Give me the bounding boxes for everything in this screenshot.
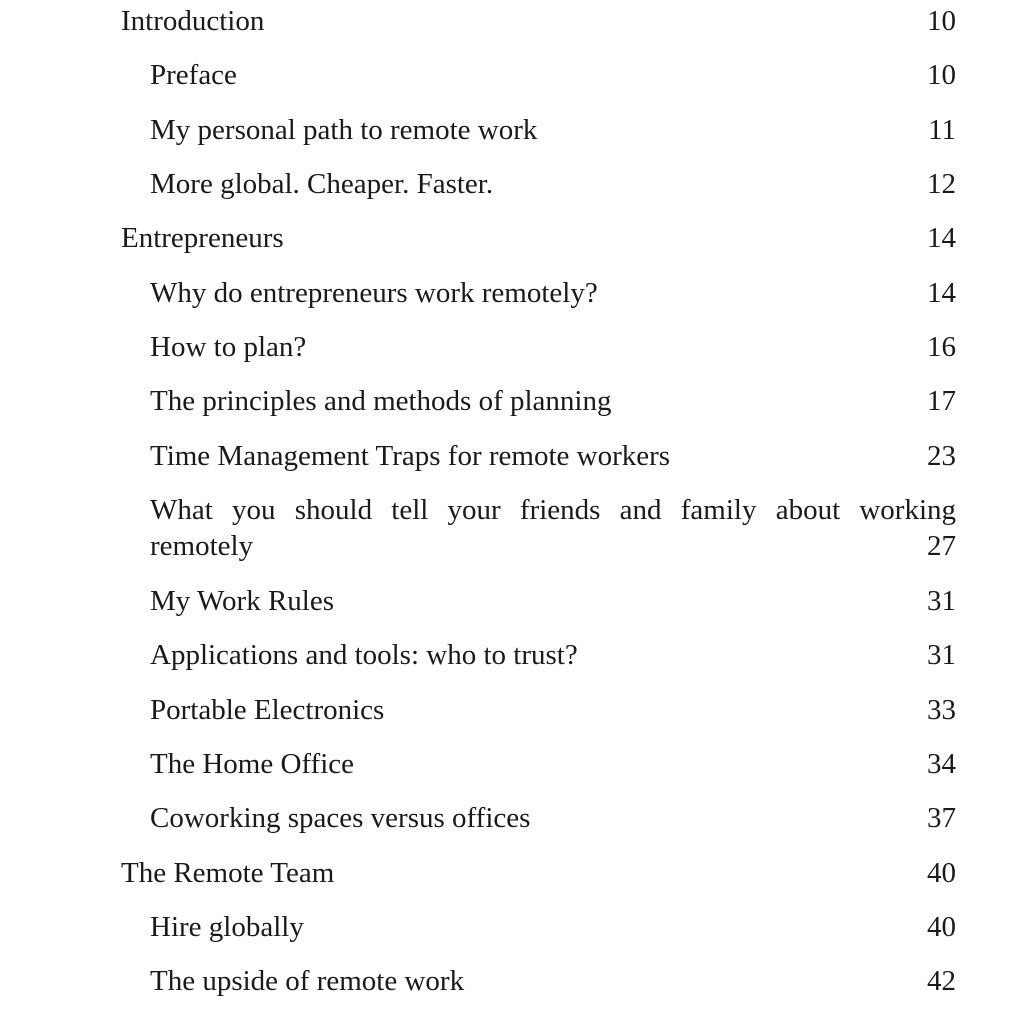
toc-entry-title: Hire globally (150, 911, 304, 943)
toc-entry-page: 14 (927, 277, 956, 309)
toc-entry-portable-electronics[interactable] (150, 692, 956, 728)
toc-entry-entrepreneurs[interactable] (121, 220, 956, 256)
toc-entry-more-global[interactable] (150, 166, 956, 202)
toc-entry-page: 10 (927, 59, 956, 91)
toc-entry-title: My Work Rules (150, 585, 335, 617)
toc-entry-page: 14 (927, 222, 956, 254)
toc-entry-coworking[interactable] (150, 800, 956, 836)
toc-entry-why-remote[interactable] (150, 275, 956, 311)
toc-entry-title: Why do entrepreneurs work remotely? (150, 277, 598, 309)
toc-entry-page: 12 (927, 168, 956, 200)
toc-entry-page: 31 (927, 639, 956, 671)
toc-entry-planning-principles[interactable] (150, 383, 956, 419)
toc-entry-title: Applications and tools: who to trust? (150, 639, 578, 671)
toc-entry-title: More global. Cheaper. Faster. (150, 168, 494, 200)
toc-entry-work-rules[interactable] (150, 583, 956, 619)
toc-entry-page: 33 (927, 694, 956, 726)
toc-entry-page: 16 (927, 331, 956, 363)
toc-entry-page: 42 (927, 965, 956, 997)
toc-entry-title: Coworking spaces versus offices (150, 802, 531, 834)
toc-entry-page: 11 (928, 114, 956, 146)
toc-entry-title: Portable Electronics (150, 694, 385, 726)
toc-entry-title: What you should tell your friends and family about working (150, 494, 956, 526)
toc-entry-page: 40 (927, 857, 956, 889)
toc-entry-page: 40 (927, 911, 956, 943)
toc-entry-introduction[interactable] (121, 3, 956, 39)
toc-entry-title: Time Management Traps for remote workers (150, 440, 671, 472)
toc-entry-how-to-plan[interactable] (150, 329, 956, 365)
toc-entry-time-management[interactable] (150, 438, 956, 474)
toc-entry-page: 34 (927, 748, 956, 780)
toc-entry-title: The Home Office (150, 748, 354, 780)
toc-entry-page: 17 (927, 385, 956, 417)
toc-entry-title: My personal path to remote work (150, 114, 538, 146)
toc-entry-home-office[interactable] (150, 746, 956, 782)
toc-entry-title: Introduction (121, 5, 265, 37)
toc-entry-title: Preface (150, 59, 237, 91)
toc-entry-tell-friends[interactable] (150, 492, 956, 564)
toc-entry-page: 31 (927, 585, 956, 617)
toc-entry-remote-team[interactable] (121, 855, 956, 891)
toc-entry-title: How to plan? (150, 331, 307, 363)
toc-entry-title-continued: remotely (150, 530, 254, 562)
toc-entry-page: 37 (927, 802, 956, 834)
toc-entry-title: The Remote Team (121, 857, 335, 889)
toc-entry-page: 27 (927, 530, 956, 562)
toc-entry-preface[interactable] (150, 57, 956, 93)
toc-entry-hire-globally[interactable] (150, 909, 956, 945)
toc-entry-personal-path[interactable] (150, 112, 956, 148)
toc-entry-applications[interactable] (150, 637, 956, 673)
toc-entry-page: 23 (927, 440, 956, 472)
toc-entry-title: Entrepreneurs (121, 222, 284, 254)
toc-entry-upside-remote[interactable] (150, 963, 956, 999)
toc-entry-title: The principles and methods of planning (150, 385, 612, 417)
toc-entry-page: 10 (927, 5, 956, 37)
toc-entry-title: The upside of remote work (150, 965, 465, 997)
